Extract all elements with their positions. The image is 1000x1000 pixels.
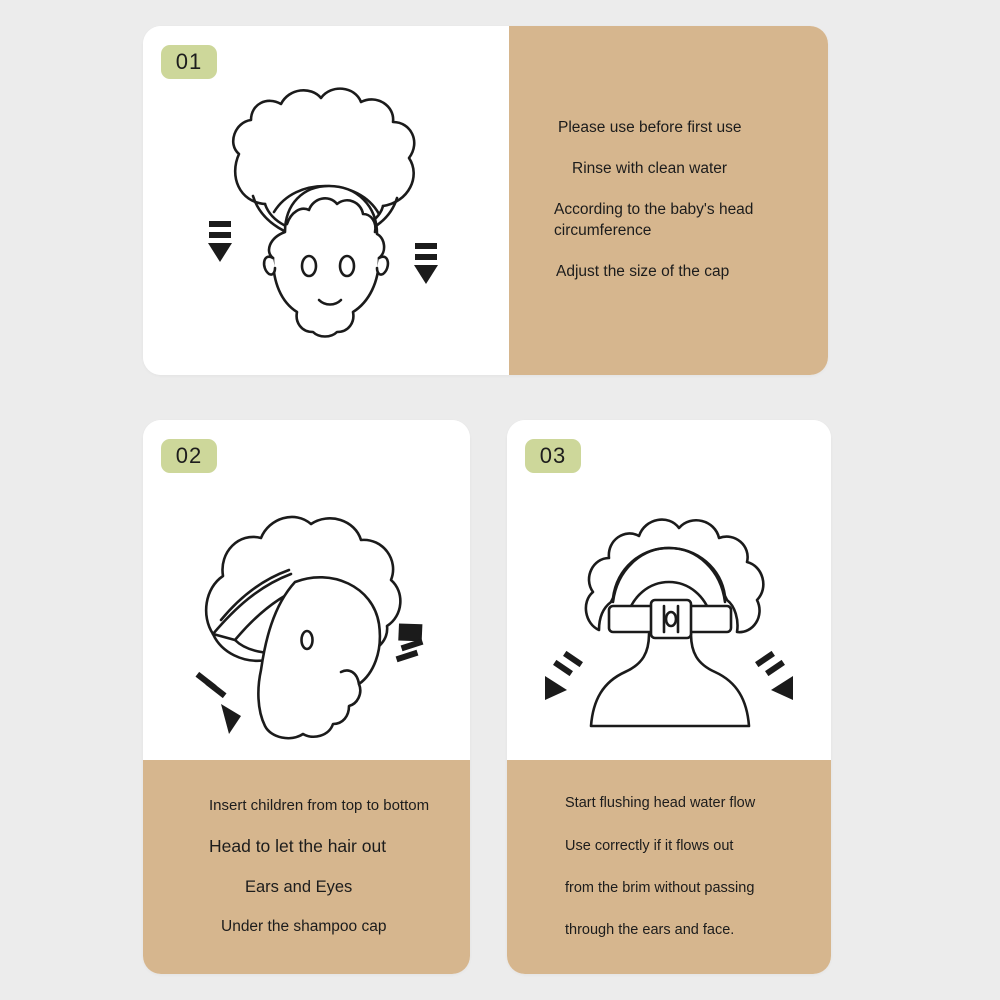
step-01-line-4: Adjust the size of the cap — [556, 262, 730, 280]
arrow-down-left — [195, 672, 241, 734]
step-01-line-1: Please use before first use — [558, 119, 742, 137]
step-text-panel-03 — [507, 760, 831, 974]
step-03-line-1: Start flushing head water flow — [565, 795, 756, 812]
step-badge-01: 01 — [161, 45, 217, 79]
step-02-line-4: Under the shampoo cap — [221, 917, 387, 935]
step-badge-03: 03 — [525, 439, 581, 473]
arrow-down-left — [208, 221, 232, 262]
step-card-03 — [507, 420, 831, 974]
step-badge-02: 02 — [161, 439, 217, 473]
step-02-line-3: Ears and Eyes — [245, 878, 353, 897]
arrow-right-outward — [755, 651, 793, 700]
arrow-down-right — [414, 243, 438, 284]
step-02-line-2: Head to let the hair out — [209, 835, 387, 856]
step-text-panel-02 — [143, 760, 470, 974]
step-02-line-1: Insert children from top to bottom — [209, 797, 430, 815]
step-01-line-2: Rinse with clean water — [572, 160, 728, 178]
arrow-up-right — [393, 617, 427, 663]
step-03-line-2: Use correctly if it flows out — [565, 837, 734, 854]
step-text-panel-01 — [509, 26, 828, 375]
arrow-left-outward — [545, 651, 583, 700]
step-03-line-4: through the ears and face. — [565, 922, 735, 939]
step-card-01 — [143, 26, 828, 375]
step-01-line-3: According to the baby's head circumference — [554, 201, 754, 239]
step-03-line-3: from the brim without passing — [565, 880, 755, 896]
step-card-02 — [143, 420, 470, 974]
